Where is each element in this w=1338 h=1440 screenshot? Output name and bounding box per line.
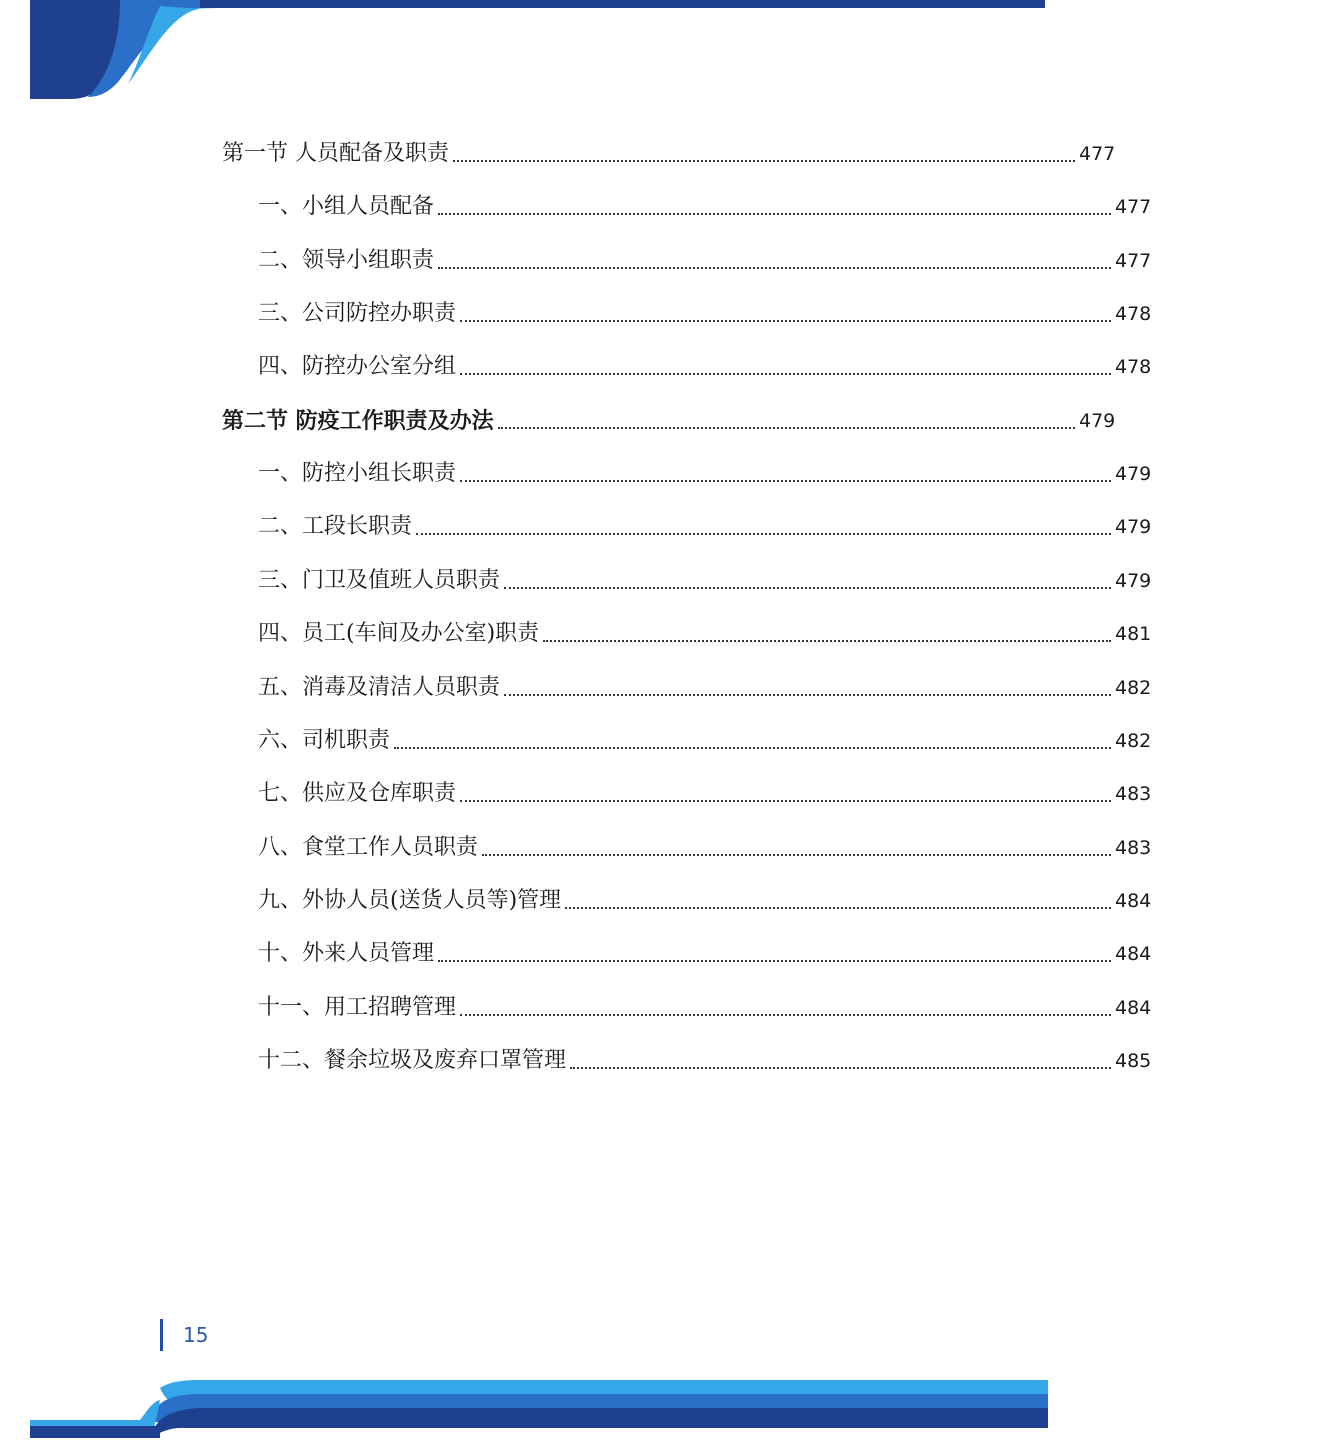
toc-entry-page: 478: [1115, 356, 1152, 379]
toc-entry-page: 478: [1115, 303, 1152, 326]
toc-entry[interactable]: [0, 928, 1338, 968]
toc-entry[interactable]: [0, 608, 1338, 648]
toc-dot-leader: [504, 585, 1111, 589]
toc-entry-page: 481: [1115, 623, 1152, 646]
toc-entry-page: 479: [1115, 516, 1152, 539]
toc-dot-leader: [543, 638, 1111, 642]
toc-dot-leader: [460, 478, 1111, 482]
toc-entry-title: 七、供应及仓库职责: [258, 781, 457, 807]
page-number-bar: [160, 1319, 163, 1351]
toc-entry-page: 485: [1115, 1049, 1152, 1072]
toc-dot-leader: [498, 425, 1075, 429]
page-number: [160, 1318, 208, 1352]
toc-entry-title: 十、外来人员管理: [258, 941, 435, 967]
toc-entry-page: 477: [1115, 196, 1152, 219]
page-number-text: 15: [183, 1323, 209, 1347]
toc-entry-page: 479: [1079, 409, 1116, 432]
toc-dot-leader: [460, 798, 1111, 802]
toc-entry-page: 477: [1079, 143, 1116, 165]
toc-entry[interactable]: [0, 822, 1338, 862]
toc-entry-page: 479: [1115, 569, 1152, 592]
toc-dot-leader: [438, 211, 1111, 215]
toc-dot-leader: [460, 1012, 1111, 1016]
toc-entry-title: 六、司机职责: [258, 727, 391, 753]
toc-entry-page: 482: [1115, 729, 1152, 752]
toc-entry-page: 477: [1115, 249, 1152, 272]
toc-entry-page: 482: [1115, 676, 1152, 699]
toc-entry-title: 十二、餐余垃圾及废弃口罩管理: [258, 1047, 567, 1073]
toc-dot-leader: [453, 158, 1075, 162]
toc-dot-leader: [394, 745, 1111, 749]
toc-entry-title: 一、防控小组长职责: [258, 461, 457, 487]
toc-entry[interactable]: [0, 235, 1338, 275]
toc-dot-leader: [438, 958, 1111, 962]
toc-entry-page: 484: [1115, 943, 1152, 966]
toc-entry-title: 八、食堂工作人员职责: [258, 834, 479, 860]
toc-dot-leader: [565, 905, 1111, 909]
toc-entry-title: 四、防控办公室分组: [258, 354, 457, 380]
toc-entry-page: 484: [1115, 889, 1152, 912]
toc-entry-title: 二、领导小组职责: [258, 247, 435, 273]
toc-entry[interactable]: [0, 1035, 1338, 1075]
toc-entry[interactable]: [0, 715, 1338, 755]
toc-entry[interactable]: [0, 341, 1338, 381]
toc-entry-page: 483: [1115, 836, 1152, 859]
toc-entry-title: 一、小组人员配备: [258, 194, 435, 220]
toc-entry-title: 三、门卫及值班人员职责: [258, 567, 501, 593]
toc-entry-title: 五、消毒及清洁人员职责: [258, 674, 501, 700]
toc-entry[interactable]: [0, 501, 1338, 541]
toc-entry[interactable]: [0, 982, 1338, 1022]
toc-entry[interactable]: [0, 875, 1338, 915]
toc-entry-title: 二、工段长职责: [258, 514, 413, 540]
toc-dot-leader: [416, 531, 1111, 535]
toc-entry-page: 483: [1115, 783, 1152, 806]
toc-entry[interactable]: [0, 288, 1338, 328]
toc-dot-leader: [482, 852, 1111, 856]
toc-dot-leader: [460, 371, 1111, 375]
toc-entry-title: 第二节 防疫工作职责及办法: [222, 407, 494, 434]
toc-entry[interactable]: [0, 181, 1338, 221]
toc-entry[interactable]: [0, 395, 1302, 435]
toc-entry-title: 三、公司防控办职责: [258, 301, 457, 327]
toc-dot-leader: [504, 692, 1111, 696]
toc-entry[interactable]: [0, 128, 1302, 168]
toc-entry-title: 九、外协人员(送货人员等)管理: [258, 887, 562, 913]
toc-dot-leader: [460, 318, 1111, 322]
toc-entry-page: 479: [1115, 463, 1152, 486]
toc-entry-title: 十一、用工招聘管理: [258, 994, 457, 1020]
toc-entry[interactable]: [0, 768, 1338, 808]
toc-entry[interactable]: [0, 662, 1338, 702]
toc-dot-leader: [570, 1065, 1111, 1069]
toc-entry[interactable]: [0, 448, 1338, 488]
toc-entry-title: 第一节 人员配备及职责: [222, 141, 449, 166]
toc-entry-title: 四、员工(车间及办公室)职责: [258, 621, 540, 647]
toc-dot-leader: [438, 265, 1111, 269]
toc-entry-page: 484: [1115, 996, 1152, 1019]
bottom-decoration: [0, 1380, 1080, 1440]
toc-entry[interactable]: [0, 555, 1338, 595]
